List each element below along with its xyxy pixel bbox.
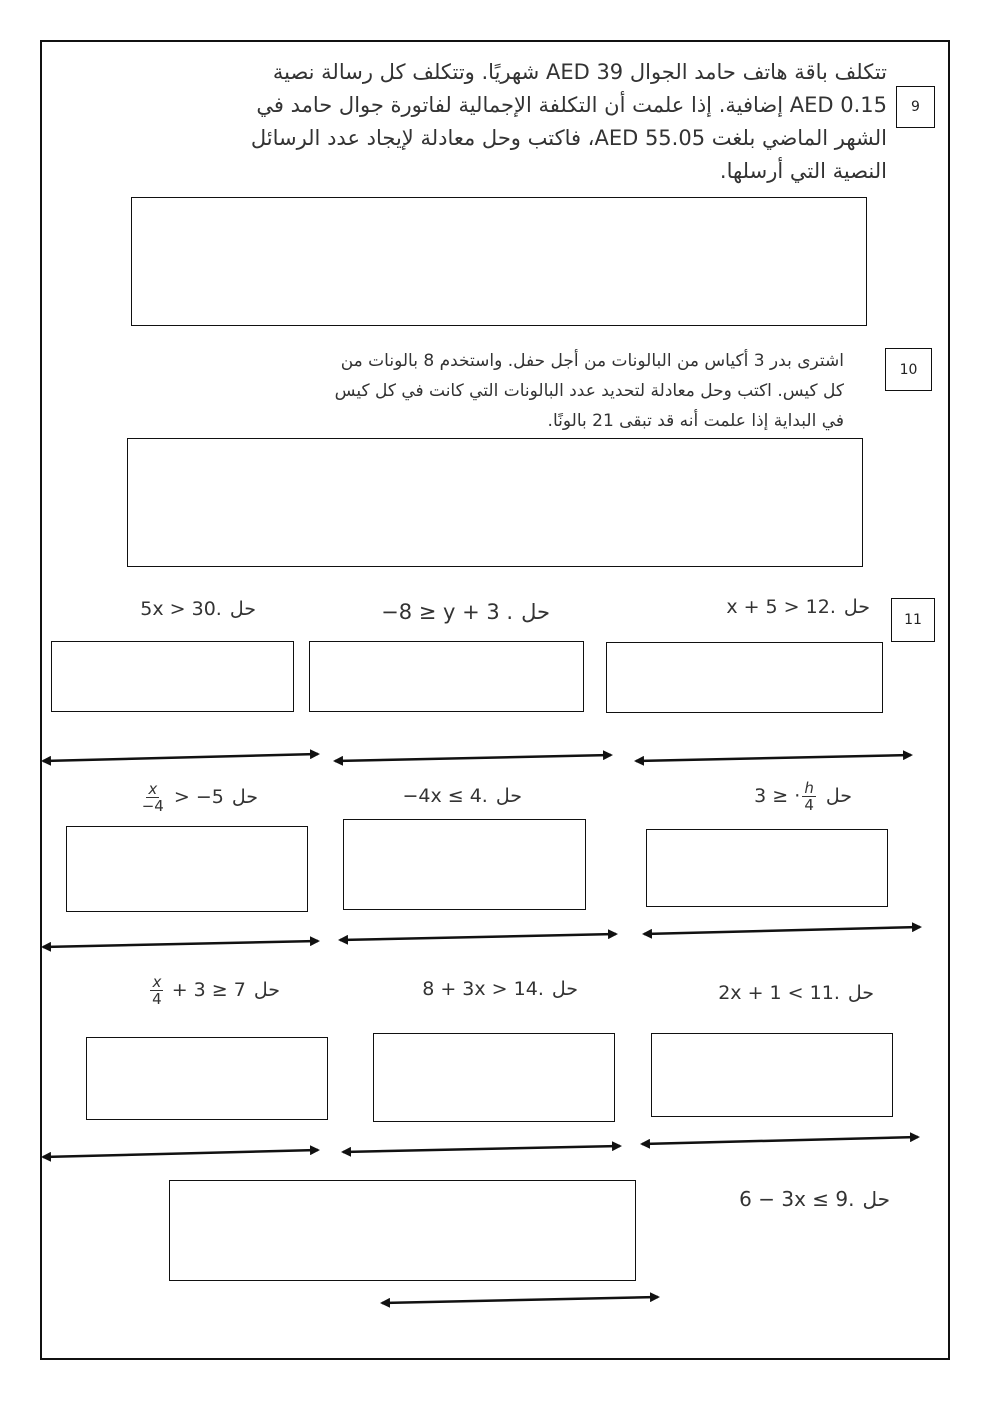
solve-word: حل (521, 600, 550, 624)
question-10-line: كل كيس. اكتب وحل معادلة لتحديد عدد البالونات التي كانت في كل كيس (334, 381, 844, 401)
question-9-line: النصية التي أرسلها. (719, 159, 887, 183)
solve-word: حل (847, 982, 874, 1004)
question-10-line: اشترى بدر 3 أكياس من البالونات من أجل حفل. واستخدم 8 بالونات من (340, 351, 844, 371)
inequality-e-expr: −4x ≤ 4. (402, 785, 488, 807)
fraction-denominator: 4 (152, 990, 162, 1008)
solve-word: حل (229, 598, 256, 620)
solve-word: حل (495, 785, 522, 807)
solve-word: حل (843, 596, 870, 618)
inequality-i-expr: + 3 ≥ 7 (165, 979, 246, 1001)
solve-word: حل (551, 978, 578, 1000)
inequality-a-expr: x + 5 > 12. (726, 596, 836, 618)
fraction-numerator: h (804, 779, 814, 797)
question-10-number-label: 10 (899, 361, 918, 378)
question-11-number-label: 11 (904, 612, 922, 628)
inequality-h-expr: 8 + 3x > 14. (422, 978, 544, 1000)
question-9-line: الشهر الماضي بلغت AED 55.05، فاكتب وحل معادلة لإيجاد عدد الرسائل (250, 126, 887, 150)
solve-word: حل (862, 1187, 890, 1211)
fraction-denominator: 4 (804, 796, 814, 814)
inequality-c-expr: 5x > 30. (140, 598, 222, 620)
fraction-denominator: −4 (141, 797, 164, 815)
question-10-line: في البداية إذا علمت أنه قد تبقى 21 بالونًا. (547, 411, 844, 431)
inequality-f-expr: > −5 (167, 786, 224, 808)
question-9-line: تتكلف باقة هاتف حامد الجوال AED 39 شهريًا. وتتكلف كل رسالة نصية (272, 60, 887, 84)
inequality-b-expr: −8 ≥ y + 3 . (381, 600, 514, 624)
inequality-d-expr: 3 ≥ · (754, 785, 801, 807)
fraction-numerator: x (152, 973, 162, 991)
solve-word: حل (231, 786, 258, 808)
fraction-numerator: x (148, 780, 158, 798)
solve-word: حل (825, 785, 852, 807)
solve-word: حل (253, 979, 280, 1001)
question-9-number-label: 9 (911, 99, 920, 115)
question-9-line: AED 0.15 إضافية. إذا علمت أن التكلفة الإجمالية لفاتورة جوال حامد في (256, 93, 887, 117)
inequality-g-expr: 2x + 1 < 11. (718, 982, 840, 1004)
inequality-j-expr: 6 − 3x ≤ 9. (739, 1187, 855, 1211)
